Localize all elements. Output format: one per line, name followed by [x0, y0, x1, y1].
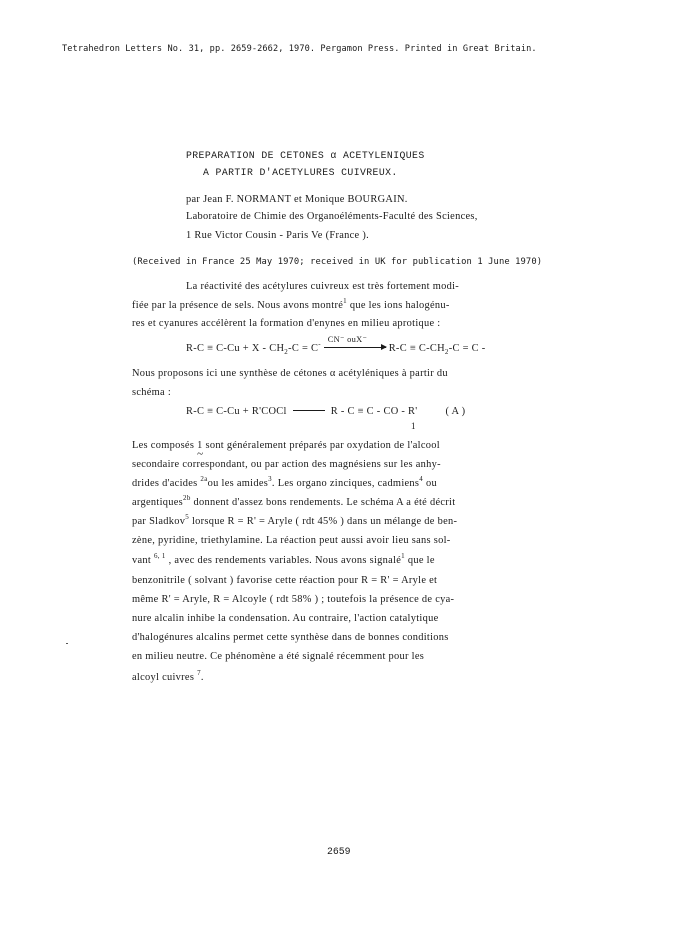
paragraph-2-line-1: Nous proposons ici une synthèse de cétones α acétyléniques à partir du [132, 368, 448, 379]
paragraph-3-line-8: benzonitrile ( solvant ) favorise cette réaction pour R = R' = Aryle et [132, 575, 438, 586]
paragraph-3-line-9: même R' = Aryle, R = Alcoyle ( rdt 58% ) ; toutefois la présence de cya- [132, 594, 455, 605]
article-title-line-2: A PARTIR D'ACETYLURES CUIVREUX. [203, 167, 398, 178]
authors: par Jean F. NORMANT et Monique BOURGAIN. [186, 194, 408, 205]
affiliation-line-2: 1 Rue Victor Cousin - Paris Ve (France ). [186, 230, 369, 241]
paragraph-3-line-6: zène, pyridine, triethylamine. La réaction peut aussi avoir lieu sans sol- [132, 535, 451, 546]
paragraph-3-line-5: par Sladkov$^5$ lorsque R = R' = Aryle ( rdt 45% ) dans un mélange de ben- [132, 513, 458, 527]
equation-2: R-C ≡ C-Cu + R'COCl R - C ≡ C - CO - R' ( A ) [186, 406, 466, 417]
equation-1: $R-C \equiv C-Cu + X - CH_2-C = C^-$ CN⁻ ouX⁻ $R-C \equiv C-CH_2-C = C$ - [186, 335, 486, 356]
reference-marker: 1 [343, 297, 347, 305]
arrow-reagent-label: CN⁻ ouX⁻ [327, 335, 368, 344]
paragraph-3-line-4: argentiques$^{2b}$ donnent d'assez bons rendements. Le schéma A a été décrit [132, 494, 456, 508]
paragraph-1-line-3: res et cyanures accélèrent la formation d'enynes en milieu aprotique : [132, 318, 441, 329]
affiliation-line-1: Laboratoire de Chimie des Organoéléments-Faculté des Sciences, [186, 211, 478, 222]
margin-mark [66, 643, 68, 644]
paragraph-3-line-2: secondaire correspondant, ou par action des magnésiens sur les anhy- [132, 459, 441, 470]
reaction-arrow [324, 335, 386, 354]
scheme-label: ( A ) [445, 406, 466, 417]
journal-header: Tetrahedron Letters No. 31, pp. 2659-2662, 1970. Pergamon Press. Printed in Great Britain. [62, 44, 537, 54]
received-dates: (Received in France 25 May 1970; received in UK for publication 1 June 1970) [132, 257, 543, 267]
paragraph-3-line-10: nure alcalin inhibe la condensation. Au contraire, l'action catalytique [132, 613, 439, 624]
article-title-line-1: PREPARATION DE CETONES α ACETYLENIQUES [186, 150, 425, 161]
paragraph-3-line-7: vant $^{6, 1}$ , avec des rendements variables. Nous avons signalé$^1$ que le [132, 552, 435, 566]
paragraph-1-line-2: fiée par la présence de sels. Nous avons montré$^1$ que les ions halogénu- [132, 297, 450, 311]
compound-number: 1 [411, 421, 416, 431]
paragraph-3-line-1: Les composés 1 ~ sont généralement préparés par oxydation de l'alcool [132, 440, 440, 451]
reaction-dash [293, 410, 325, 411]
page-number: 2659 [327, 846, 351, 857]
paragraph-3-line-13: alcoyl cuivres $^7$. [132, 669, 204, 683]
compound-number-inline: 1 ~ [197, 440, 203, 451]
paragraph-1-line-1: La réactivité des acétylures cuivreux est très fortement modi- [186, 281, 460, 292]
paragraph-2-line-2: schéma : [132, 387, 172, 398]
paragraph-3-line-11: d'halogénures alcalins permet cette synthèse dans de bonnes conditions [132, 632, 449, 643]
paragraph-3-line-3: drides d'acides $^{2a}$ou les amides$^3$. Les organo zinciques, cadmiens$^4$ ou [132, 475, 437, 489]
paragraph-3-line-12: en milieu neutre. Ce phénomène a été signalé récemment pour les [132, 651, 425, 662]
